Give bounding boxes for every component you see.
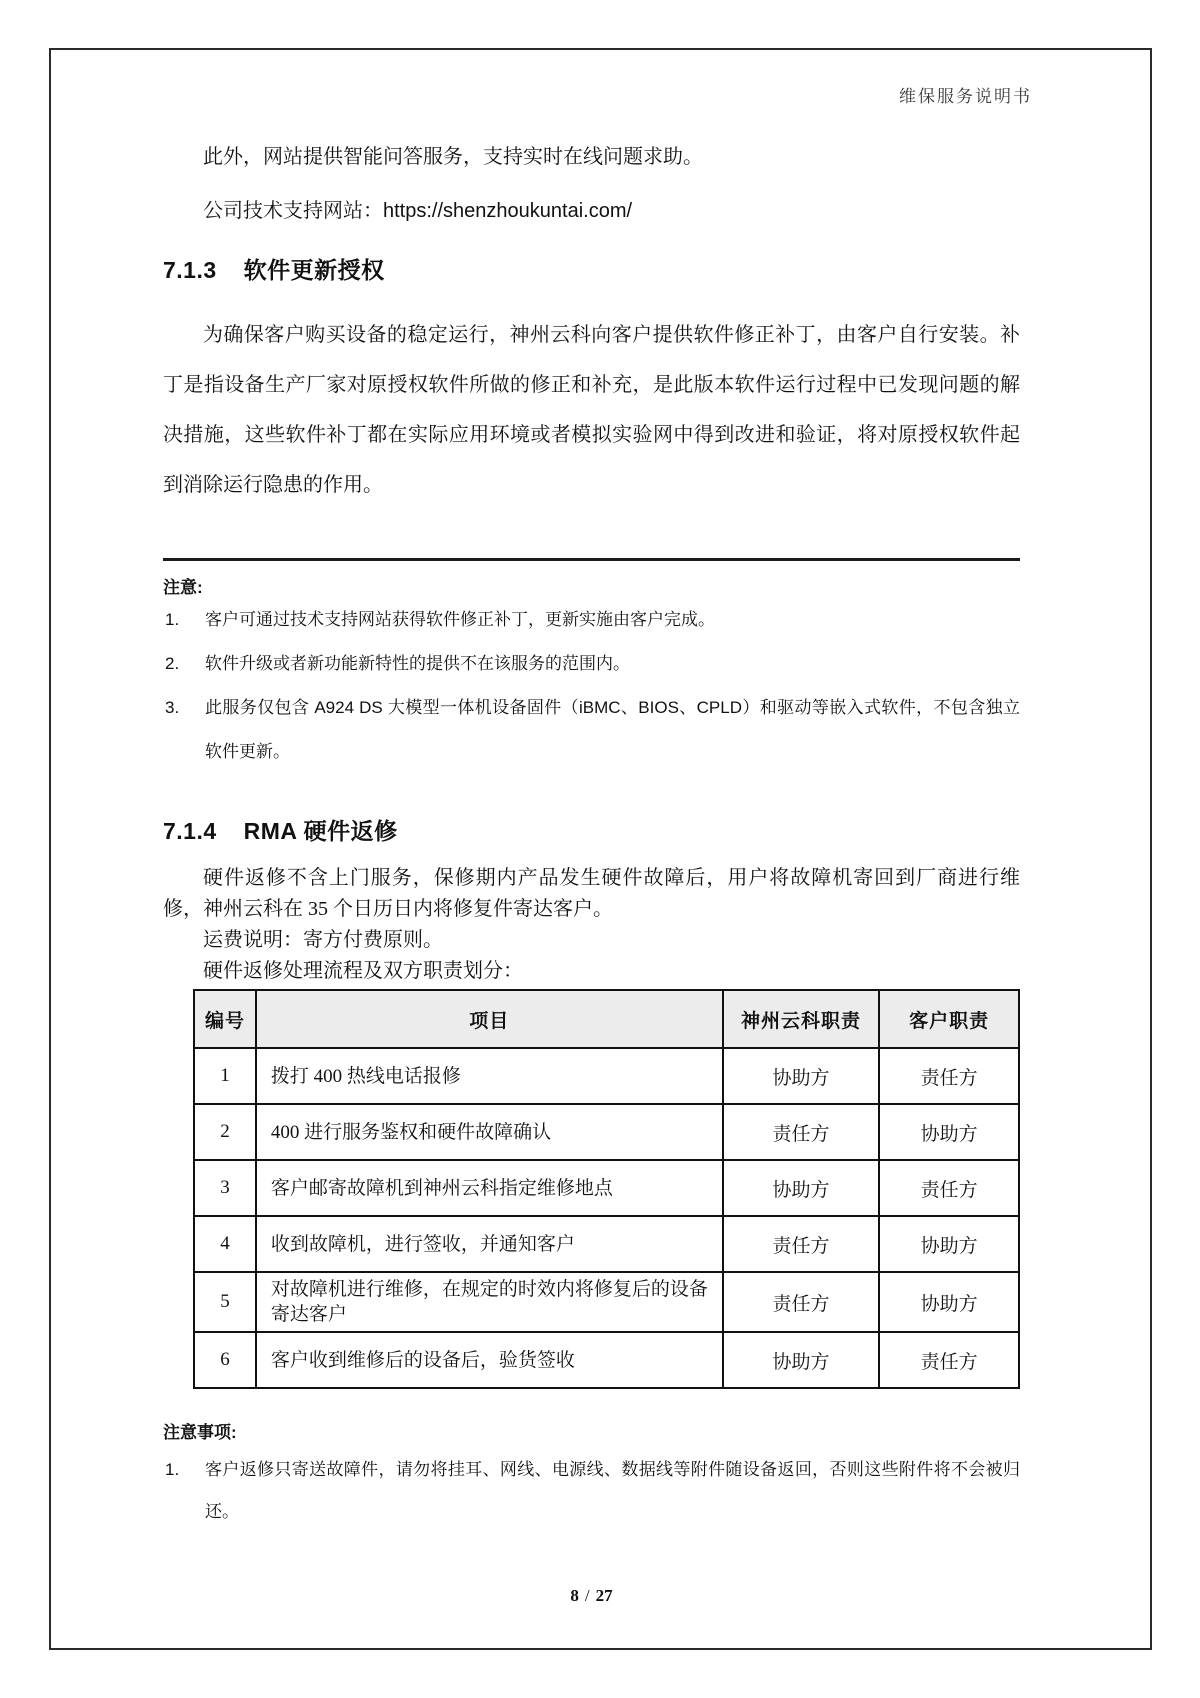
section-713-body: 为确保客户购买设备的稳定运行，神州云科向客户提供软件修正补丁，由客户自行安装。补丁是指设备生产厂家对原授权软件所做的修正和补充，是此版本软件运行过程中已发现问题的解决措施，这些软件补丁都在实际应用环境或者模拟实验网中得到改进和验证，将对原授权软件起到消除运行隐患的作用。 <box>163 324 1020 496</box>
note-label: 注意: <box>163 578 203 597</box>
table-row <box>194 1048 1019 1104</box>
table-intro: 硬件返修处理流程及双方职责划分： <box>203 960 523 982</box>
page-footer <box>163 1586 1020 1606</box>
section-number: 7.1.3 <box>163 257 217 283</box>
vendor-role: 责任方 <box>723 1104 880 1160</box>
section-number: 7.1.4 <box>163 818 217 844</box>
row-number: 4 <box>194 1216 256 1272</box>
page-total: 27 <box>595 1586 613 1605</box>
row-item: 拨打 400 热线电话报修 <box>256 1048 723 1104</box>
customer-role: 责任方 <box>879 1048 1019 1104</box>
rma-process-table <box>193 989 1020 1389</box>
note-separator-rule <box>163 558 1020 561</box>
row-number: 6 <box>194 1332 256 1388</box>
note-item: 客户可通过技术支持网站获得软件修正补丁，更新实施由客户完成。 <box>205 610 715 629</box>
vendor-role: 协助方 <box>723 1048 880 1104</box>
vendor-role: 协助方 <box>723 1332 880 1388</box>
row-number: 1 <box>194 1048 256 1104</box>
note-item: 客户返修只寄送故障件，请勿将挂耳、网线、电源线、数据线等附件随设备返回，否则这些附件将不会被归还。 <box>205 1460 1020 1521</box>
page-current: 8 <box>570 1586 579 1605</box>
row-item: 客户收到维修后的设备后，验货签收 <box>256 1332 723 1388</box>
row-item: 对故障机进行维修，在规定的时效内将修复后的设备寄达客户 <box>256 1272 723 1332</box>
intro-paragraph: 此外，网站提供智能问答服务，支持实时在线问题求助。 <box>203 146 703 168</box>
note-label: 注意事项: <box>163 1423 237 1442</box>
note-list-714 <box>163 1449 1020 1533</box>
vendor-role: 责任方 <box>723 1272 880 1332</box>
section-heading-713 <box>163 255 1020 286</box>
page-separator: / <box>584 1586 590 1605</box>
row-item: 收到故障机，进行签收，并通知客户 <box>256 1216 723 1272</box>
rma-paragraph: 硬件返修不含上门服务，保修期内产品发生硬件故障后，用户将故障机寄回到厂商进行维修，神州云科在 35 个日历日内将修复件寄达客户。 <box>163 867 1020 920</box>
page-content <box>163 0 1020 1533</box>
vendor-role: 协助方 <box>723 1160 880 1216</box>
row-item: 400 进行服务鉴权和硬件故障确认 <box>256 1104 723 1160</box>
vendor-role: 责任方 <box>723 1216 880 1272</box>
note-list-713 <box>163 598 1020 774</box>
table-row <box>194 1216 1019 1272</box>
table-row <box>194 1272 1019 1332</box>
column-header: 客户职责 <box>879 990 1019 1048</box>
customer-role: 责任方 <box>879 1160 1019 1216</box>
column-header: 神州云科职责 <box>723 990 880 1048</box>
section-title: RMA 硬件返修 <box>243 818 398 844</box>
table-row <box>194 1104 1019 1160</box>
row-item: 客户邮寄故障机到神州云科指定维修地点 <box>256 1160 723 1216</box>
column-header: 编号 <box>194 990 256 1048</box>
section-heading-714 <box>163 816 1020 847</box>
note-item: 软件升级或者新功能新特性的提供不在该服务的范围内。 <box>205 654 630 673</box>
table-row <box>194 1332 1019 1388</box>
customer-role: 协助方 <box>879 1272 1019 1332</box>
section-title: 软件更新授权 <box>243 257 385 283</box>
customer-role: 责任方 <box>879 1332 1019 1388</box>
column-header: 项目 <box>256 990 723 1048</box>
row-number: 5 <box>194 1272 256 1332</box>
support-site-paragraph: 公司技术支持网站：https://shenzhoukuntai.com/ <box>203 200 633 222</box>
running-header: 维保服务说明书 <box>899 87 1032 106</box>
customer-role: 协助方 <box>879 1216 1019 1272</box>
table-row <box>194 1160 1019 1216</box>
table-header-row <box>194 990 1019 1048</box>
note-item: 此服务仅包含 A924 DS 大模型一体机设备固件（iBMC、BIOS、CPLD）和驱动等嵌入式软件，不包含独立软件更新。 <box>205 698 1020 761</box>
row-number: 2 <box>194 1104 256 1160</box>
shipping-note: 运费说明：寄方付费原则。 <box>203 929 443 951</box>
customer-role: 协助方 <box>879 1104 1019 1160</box>
row-number: 3 <box>194 1160 256 1216</box>
